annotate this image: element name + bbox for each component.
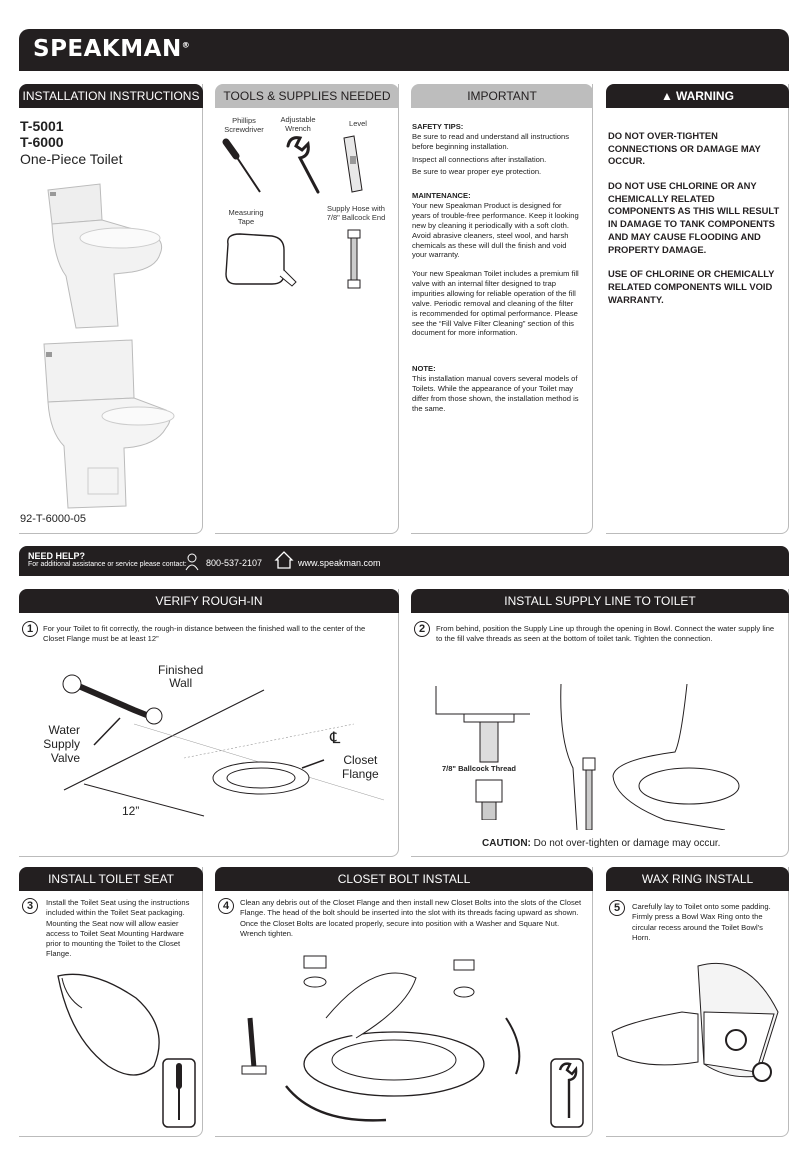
product-name: One-Piece Toilet [20, 151, 123, 167]
caution-text: CAUTION: Do not over-tighten or damage may occur. [482, 838, 721, 849]
warning-2: DO NOT USE CHLORINE OR ANY CHEMICALLY RELATED COMPONENTS AS THIS WILL RESULT IN DAMAGE TO TANK COMPONENTS AND MAY CAUSE FLOODING AND PROPERTY DAMAGE. [608, 180, 780, 255]
help-subtitle: For additional assistance or service please contact: [28, 561, 187, 568]
warning-1: DO NOT OVER-TIGHTEN CONNECTIONS OR DAMAGE MAY OCCUR. [608, 130, 761, 167]
finished-wall-label: Finished Wall [158, 663, 204, 691]
step-5-text: Carefully lay to Toilet onto some padding. Firmly press a Bowl Wax Ring onto the circular recess around the Toilet Bowl’s Horn. [632, 902, 771, 942]
important-title: IMPORTANT [411, 84, 593, 108]
rough-in-distance: 12” [122, 804, 140, 818]
step-2-number: 2 [414, 621, 430, 637]
installation-title: INSTALLATION INSTRUCTIONS [19, 84, 203, 108]
toilet-seat-image [52, 968, 172, 1088]
toilet-supply-line-diagram [555, 680, 785, 830]
maintenance-text-1: Your new Speakman Product is designed for years of trouble-free performance. Keep it looking new by cleaning it periodically with a soft cloth. Avoid abrasive cleaners, steel wool, and harsh chemicals as these will dull the finish and void your warranty. [412, 201, 579, 260]
wax-ring-diagram [608, 952, 786, 1124]
warning-title: ▲ WARNING [606, 84, 789, 108]
phone-icon [184, 552, 204, 572]
screwdriver-badge-icon [162, 1058, 196, 1128]
warning-3: USE OF CHLORINE OR CHEMICALLY RELATED COMPONENTS WILL VOID WARRANTY. [608, 268, 775, 305]
water-supply-valve-label: Water Supply Valve [43, 723, 80, 765]
step-1-title: VERIFY ROUGH-IN [19, 589, 399, 613]
step-1-text: For your Toilet to fit correctly, the rough-in distance between the finished wall to the center of the Closet Flange must be at least 12” [43, 624, 366, 644]
help-website[interactable]: www.speakman.com [298, 558, 381, 568]
step-4-number: 4 [218, 898, 234, 914]
model-2: T-6000 [20, 134, 64, 150]
document-number: 92-T-6000-05 [20, 513, 87, 525]
screwdriver-icon [222, 138, 266, 198]
level-label: Level [349, 119, 367, 128]
centerline-symbol: ℄ [330, 730, 341, 747]
measuring-tape-icon [222, 230, 302, 290]
step-4-text: Clean any debris out of the Closet Flange and then install new Closet Bolts into the slots of the Closet Flange. The head of the bolt should be inserted into the slot with its threads facing upward as shown. Once the Closet Bolts are located properly, secure into position with a Washer and Square Nut. Wrench tighten. [240, 898, 582, 938]
home-icon [274, 550, 294, 570]
screwdriver-label: Phillips Screwdriver [224, 116, 264, 134]
step-5-number: 5 [609, 900, 625, 916]
step-4-title: CLOSET BOLT INSTALL [215, 867, 593, 891]
wrench-label: Adjustable Wrench [280, 115, 316, 133]
step-5-title: WAX RING INSTALL [606, 867, 789, 891]
closet-bolt-diagram [236, 948, 536, 1130]
step-2-title: INSTALL SUPPLY LINE TO TOILET [411, 589, 789, 613]
note-title: NOTE: [412, 364, 436, 374]
wrench-badge-icon [550, 1058, 584, 1128]
toilet-t5001-image [40, 176, 170, 334]
safety-tip-2: Inspect all connections after installation. [412, 154, 547, 164]
tape-label: Measuring Tape [228, 208, 264, 226]
note-text: This installation manual covers several models of Toilets. While the appearance of your Toilet may differ from those shown, the installation method is the same. [412, 374, 579, 413]
warning-triangle-icon: ▲ [661, 89, 673, 103]
maintenance-title: MAINTENANCE: [412, 191, 471, 201]
step-3-text: Install the Toilet Seat using the instructions included within the Toilet Seat packaging. Mounting the Seat now will allow easier access to Toilet Seat Mounting Hardware prior to mounting the Toilet to the Closet Flange. [46, 898, 190, 959]
model-1: T-5001 [20, 118, 64, 134]
step-3-number: 3 [22, 898, 38, 914]
step-2-text: From behind, position the Supply Line up through the opening in Bowl. Connect the water supply line to the fill valve threads as seen at the bottom of toilet tank. Tighten the connection. [436, 624, 775, 644]
ballcock-thread-label: 7/8" Ballcock Thread [442, 764, 517, 773]
supply-hose-icon [342, 228, 366, 290]
safety-tip-1: Be sure to read and understand all instructions before beginning installation. [412, 131, 570, 151]
toilet-t6000-image [40, 336, 180, 514]
ballcock-thread-diagram [430, 680, 550, 820]
brand-logo: SPEAKMAN® [33, 36, 191, 62]
tools-title: TOOLS & SUPPLIES NEEDED [215, 84, 399, 108]
safety-tip-3: Be sure to wear proper eye protection. [412, 167, 542, 177]
closet-flange-label: Closet Flange [342, 753, 379, 781]
maintenance-text-2: Your new Speakman Toilet includes a premium fill valve with an internal filter designed to trap impurities allowing for reliable operation of the fill valve. Periodic removal and cleaning of the filter is recommended for optimal performance. Please see the “Fill Valve Filter Cleaning” section of this document for more information. [412, 269, 579, 338]
step-1-number: 1 [22, 621, 38, 637]
hose-label: Supply Hose with 7/8" Ballcock End [326, 204, 386, 222]
wrench-icon [282, 134, 324, 198]
step-3-title: INSTALL TOILET SEAT [19, 867, 203, 891]
level-icon [338, 134, 366, 196]
help-title: NEED HELP? [28, 551, 86, 561]
safety-title: SAFETY TIPS: [412, 122, 464, 131]
help-phone[interactable]: 800-537-2107 [206, 558, 263, 568]
